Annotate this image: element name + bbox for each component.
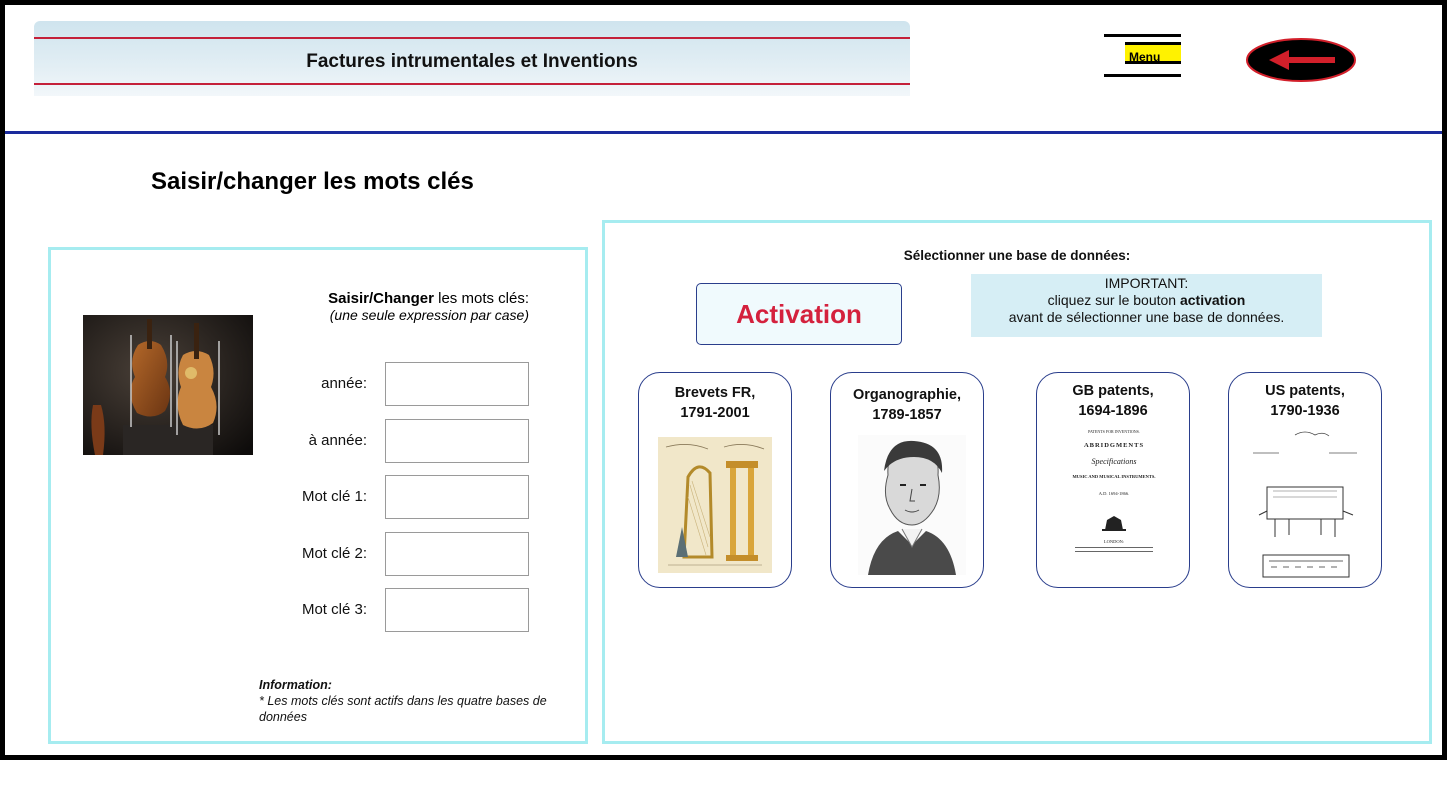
card-title-line2: 1789-1857 [872,407,942,423]
patent-drawing-image [1249,427,1363,583]
field-label-annee: année: [321,375,367,392]
mot-cle-2-input[interactable] [385,532,529,576]
title-rule-bottom [34,83,910,85]
select-database-title: Sélectionner une base de données: [903,248,1131,263]
gb-cover-line5: A.D. 1694-1866. [1098,491,1130,496]
gb-cover-line3: Specifications [1091,457,1137,466]
menu-button[interactable] [1104,34,1181,78]
instruction-text: les mots clés: [433,290,529,307]
annee-input[interactable] [385,362,529,406]
card-title-line1: Brevets FR, [674,385,756,401]
database-card-gb-patents[interactable] [1036,372,1190,588]
info-text: * Les mots clés sont actifs dans les quatre bases de données [259,694,547,724]
important-heading: IMPORTANT: [1104,275,1189,291]
database-card-organographie[interactable] [830,372,984,588]
card-title-line1: GB patents, [1072,383,1154,399]
header-divider [5,131,1442,134]
gb-cover-rule [1075,547,1153,548]
page-title: Saisir/changer les mots clés [151,168,474,195]
mot-cle-1-input[interactable] [385,475,529,519]
field-label-a-annee: à année: [308,432,367,449]
info-title: Information: [259,678,332,692]
crest-icon [1099,514,1129,532]
gb-cover-rule [1075,551,1153,552]
card-title-line2: 1790-1936 [1270,403,1340,419]
database-card-brevets-fr[interactable] [638,372,792,588]
gb-cover-line6: LONDON: [1103,539,1125,544]
important-text: cliquez sur le bouton [1047,292,1180,308]
card-title-line2: 1694-1896 [1078,403,1148,419]
card-title-line1: Organographie, [853,387,961,403]
violin-photo [83,315,253,455]
card-title-line1: US patents, [1265,383,1345,399]
menu-bar-bottom [1104,74,1181,77]
harp-drawing-image [658,437,772,573]
activation-button[interactable]: Activation [696,283,902,345]
portrait-engraving-image [858,435,966,575]
field-label-mot-cle-3: Mot clé 3: [301,601,367,618]
instruction-bold: Saisir/Changer [328,290,434,307]
gb-cover-line4: MUSIC AND MUSICAL INSTRUMENTS. [1072,474,1156,479]
important-text-2: avant de sélectionner une base de données. [1008,309,1285,325]
important-notice [971,274,1322,337]
field-label-mot-cle-2: Mot clé 2: [301,545,367,562]
important-bold: activation [1179,292,1246,308]
instruction-subtext: (une seule expression par case) [329,307,529,323]
gb-cover-image [1059,427,1169,583]
card-title-line2: 1791-2001 [680,405,750,421]
gb-cover-line1: PATENTS FOR INVENTIONS. [1088,429,1140,434]
menu-label: Menu [1129,50,1161,64]
gb-cover-line2: ABRIDGMENTS [1083,442,1145,449]
title-rule-top [34,37,910,39]
info-note [259,677,579,725]
database-card-us-patents[interactable] [1228,372,1382,588]
field-label-mot-cle-1: Mot clé 1: [301,488,367,505]
app-title: Factures intrumentales et Inventions [306,51,638,72]
keywords-instruction [259,290,529,323]
mot-cle-3-input[interactable] [385,588,529,632]
menu-bar-top [1104,34,1181,37]
back-button[interactable] [1245,37,1357,83]
a-annee-input[interactable] [385,419,529,463]
